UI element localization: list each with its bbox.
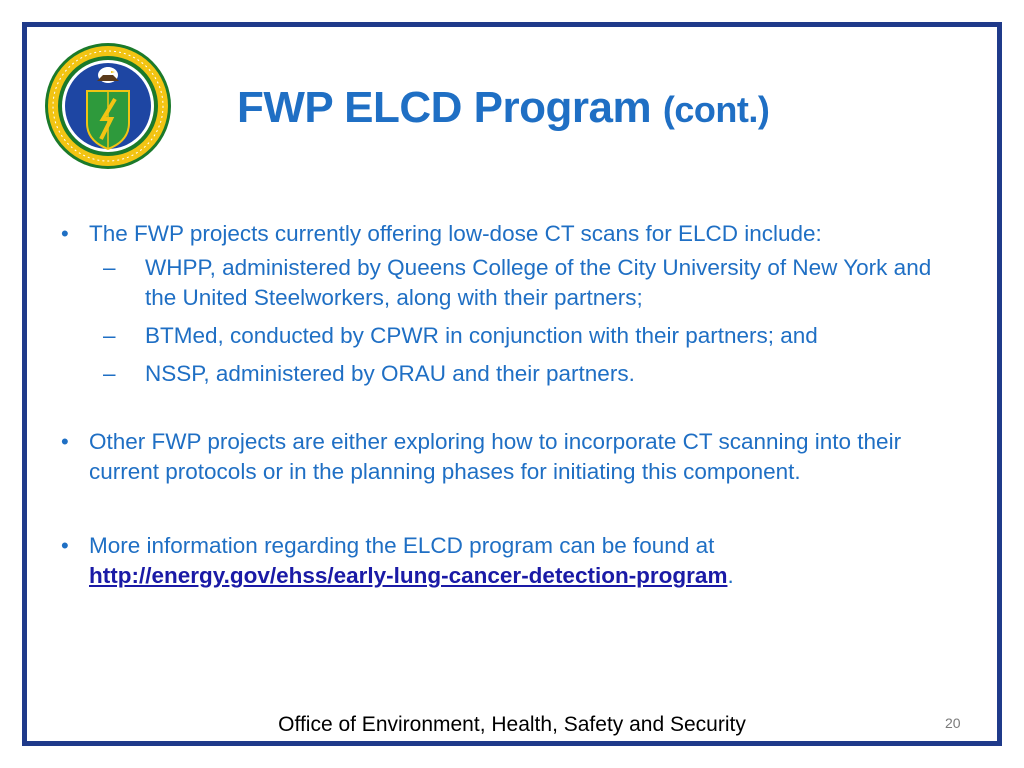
bullet-marker: • — [61, 429, 69, 454]
sub-item-text: BTMed, conducted by CPWR in conjunction with their partners; and — [145, 323, 818, 348]
slide-body — [57, 219, 947, 591]
bullet-marker: • — [61, 533, 69, 558]
footer-office-name: Office of Environment, Health, Safety and Security — [278, 713, 746, 736]
slide-title-main: FWP ELCD Program — [237, 83, 652, 132]
bullet-item — [57, 531, 947, 591]
sub-item-text: WHPP, administered by Queens College of the City University of New York and the United Steelworkers, along with their partners; — [145, 255, 932, 310]
dash-marker: – — [103, 323, 116, 348]
elcd-program-link[interactable]: http://energy.gov/ehss/early-lung-cancer-detection-program — [89, 563, 728, 588]
bullet-text: The FWP projects currently offering low-dose CT scans for ELCD include: — [89, 221, 822, 246]
sub-list-item — [57, 359, 947, 389]
dash-marker: – — [103, 361, 116, 386]
slide-title — [237, 83, 769, 133]
slide-title-suffix: (cont.) — [662, 89, 770, 130]
bullet-item — [57, 427, 947, 487]
dash-marker: – — [103, 255, 116, 280]
slide-frame — [22, 22, 1002, 746]
bullet-text: More information regarding the ELCD program can be found at — [89, 533, 715, 558]
sub-item-text: NSSP, administered by ORAU and their partners. — [145, 361, 635, 386]
link-trailing-period: . — [727, 563, 734, 588]
sub-list-item — [57, 253, 947, 313]
page-number: 20 — [945, 715, 961, 731]
bullet-text: Other FWP projects are either exploring how to incorporate CT scanning into their current protocols or in the planning phases for initiating this component. — [89, 429, 902, 484]
department-of-energy-seal-icon — [43, 41, 173, 171]
bullet-marker: • — [61, 221, 69, 246]
sub-list-item — [57, 321, 947, 351]
bullet-item — [57, 219, 947, 249]
